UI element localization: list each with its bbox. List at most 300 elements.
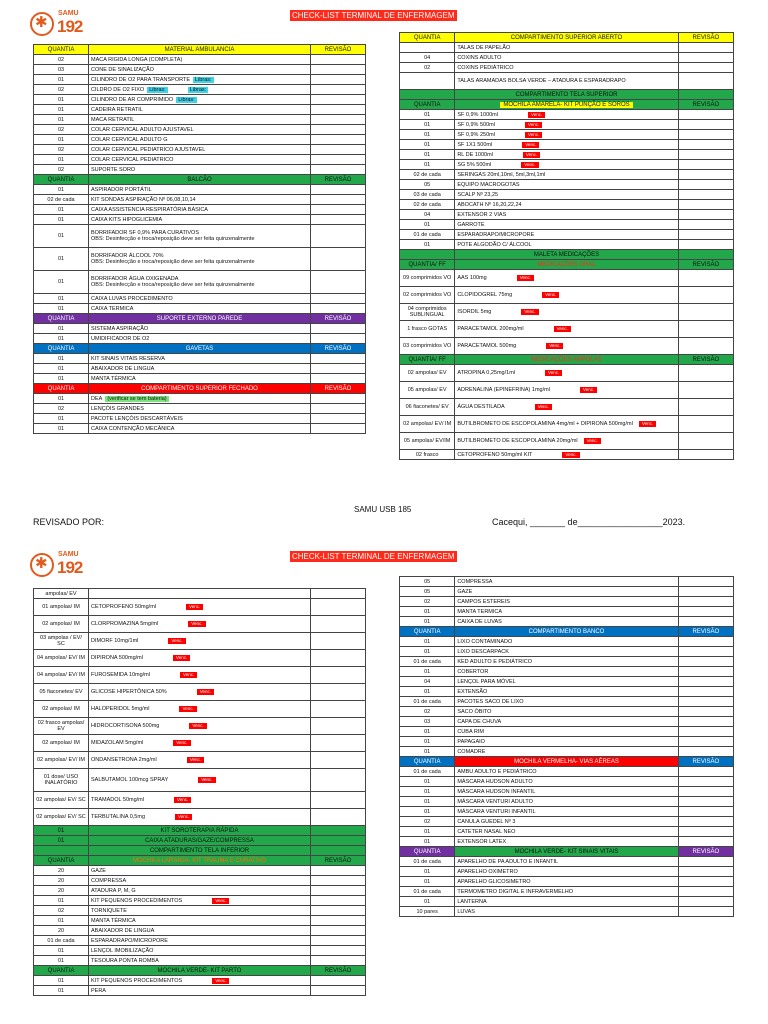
revision-cell[interactable]: [311, 792, 366, 809]
table-row: [34, 75, 366, 85]
material-label: ASPIRADOR PORTÁTIL: [91, 186, 152, 193]
quantity-cell: [400, 250, 455, 260]
revision-cell[interactable]: [678, 647, 733, 657]
material-cell: [89, 115, 311, 125]
material-label: BORRIFADOR SF 0,9% PARA CURATIVOS: [91, 230, 199, 236]
revision-cell[interactable]: [311, 424, 366, 434]
revision-cell[interactable]: [678, 399, 733, 416]
material-cell: [89, 185, 311, 195]
expiry-badge: Venc.: [188, 621, 205, 627]
revision-cell[interactable]: [678, 150, 733, 160]
revision-cell[interactable]: [311, 55, 366, 65]
revision-cell[interactable]: [311, 599, 366, 616]
revision-cell[interactable]: [311, 105, 366, 115]
material-cell: [89, 936, 311, 946]
material-label: SF 1X1 500ml: [457, 141, 493, 148]
expiry-badge: Venc.: [517, 275, 534, 281]
revision-cell[interactable]: [311, 936, 366, 946]
material-cell: [89, 986, 311, 996]
material-cell: [455, 33, 678, 43]
table-row: [400, 43, 734, 53]
quantity-cell: 02 ampolas/ EV/ SC: [34, 809, 89, 826]
expiry-badge: Venc.: [528, 112, 545, 118]
quantity-cell: 01: [34, 155, 89, 165]
revision-cell[interactable]: [678, 220, 733, 230]
material-label: COLAR CERVICAL PEDIATRICO: [91, 156, 174, 163]
revision-cell[interactable]: [311, 248, 366, 271]
revision-cell[interactable]: [678, 287, 733, 304]
table-row: [34, 135, 366, 145]
revision-cell[interactable]: [311, 95, 366, 105]
material-cell: [89, 95, 311, 105]
table-row: [34, 205, 366, 215]
revision-cell[interactable]: [311, 215, 366, 225]
table-row: [400, 907, 734, 917]
quantity-cell: 01: [34, 946, 89, 956]
material-label: CAIXA ATADURAS/GAZE/COMPRESSA: [145, 837, 254, 844]
revision-cell[interactable]: [311, 145, 366, 155]
material-label: GLICOSE HIPERTÔNICA 50%: [91, 689, 167, 695]
table-row: [400, 727, 734, 737]
table-row: [400, 416, 734, 433]
revision-cell: REVISÃO: [311, 384, 366, 394]
material-cell: [455, 657, 678, 667]
material-cell: [89, 792, 311, 809]
revision-cell[interactable]: [311, 946, 366, 956]
revision-cell[interactable]: [678, 365, 733, 382]
revision-cell[interactable]: [678, 577, 733, 587]
revision-cell: REVISÃO: [311, 344, 366, 354]
section-header: [34, 826, 366, 836]
quantity-cell: 01: [34, 374, 89, 384]
expiry-badge: Venc.: [639, 421, 656, 427]
quantity-cell: 01: [34, 916, 89, 926]
quantity-cell: 10 pares: [400, 907, 455, 917]
quantity-cell: 01: [400, 837, 455, 847]
expiry-badge: Venc.: [521, 309, 538, 315]
material-cell: [455, 907, 678, 917]
material-cell: [89, 826, 311, 836]
material-cell: [455, 847, 678, 857]
quantity-cell: 01: [400, 240, 455, 250]
revision-cell[interactable]: [678, 240, 733, 250]
revision-cell[interactable]: [678, 382, 733, 399]
quantity-cell: 04: [400, 53, 455, 63]
material-cell: [455, 787, 678, 797]
material-label: MOCHILA VERDE- KIT SINAIS VITAIS: [512, 849, 622, 855]
material-label: KED ADULTO E PEDIÁTRICO: [457, 658, 533, 665]
material-cell: [89, 650, 311, 667]
expiry-badge: Venc.: [212, 898, 229, 904]
revision-cell[interactable]: [678, 777, 733, 787]
revision-cell[interactable]: [678, 687, 733, 697]
material-cell: [455, 230, 678, 240]
material-cell: [455, 180, 678, 190]
revision-cell[interactable]: [311, 866, 366, 876]
revision-cell[interactable]: [311, 769, 366, 792]
table-row: [34, 752, 366, 769]
quantity-cell: QUANTIA: [34, 966, 89, 976]
material-label: COBERTOR: [457, 668, 489, 675]
revision-cell[interactable]: [311, 926, 366, 936]
material-cell: [455, 737, 678, 747]
revision-cell[interactable]: [678, 170, 733, 180]
quantity-cell: 02 de cada: [400, 170, 455, 180]
table-row: [400, 287, 734, 304]
material-label: SERINGAS 20ml,10ml, 5ml,3ml,1ml: [457, 171, 546, 178]
revision-cell: REVISÃO: [678, 847, 733, 857]
material-label: LUVAS: [457, 908, 475, 915]
quantity-cell: 01: [400, 130, 455, 140]
material-label: TALAS ARAMADAS BOLSA VERDE – ATADURA E ESPARADRAPO: [457, 78, 626, 84]
revision-cell[interactable]: [311, 896, 366, 906]
revision-cell[interactable]: [311, 195, 366, 205]
revision-cell[interactable]: [678, 677, 733, 687]
revision-cell[interactable]: [311, 986, 366, 996]
checklist-table-left: [33, 44, 366, 434]
revision-cell[interactable]: [678, 160, 733, 170]
section-header: [400, 627, 734, 637]
revision-cell[interactable]: [678, 877, 733, 887]
quantity-cell: 01: [34, 324, 89, 334]
quantity-cell: QUANTIA/ FF: [400, 355, 455, 365]
material-cell: [455, 707, 678, 717]
material-cell: [89, 866, 311, 876]
quantity-cell: 02 ampolas/ EV/ IM: [400, 416, 455, 433]
revision-cell[interactable]: [311, 354, 366, 364]
material-cell: [89, 752, 311, 769]
revision-cell[interactable]: [678, 304, 733, 321]
revision-cell[interactable]: [678, 717, 733, 727]
material-label: COLAR CERVICAL PEDIATRICO AJUSTAVEL: [91, 146, 206, 153]
revision-cell[interactable]: [311, 294, 366, 304]
material-cell: [89, 248, 311, 271]
revision-cell[interactable]: [311, 616, 366, 633]
revision-cell[interactable]: [311, 271, 366, 294]
revision-cell[interactable]: [311, 718, 366, 735]
expiry-badge: Venc.: [525, 122, 542, 128]
quantity-cell: QUANTIA: [400, 847, 455, 857]
table-row: [34, 424, 366, 434]
material-cell: [89, 616, 311, 633]
revision-cell[interactable]: [678, 270, 733, 287]
revision-cell[interactable]: [311, 650, 366, 667]
material-label: SALBUTAMOL 100mcg SPRAY: [91, 777, 169, 783]
logo-samu-text: SAMU: [58, 10, 79, 17]
quantity-cell: 01: [400, 777, 455, 787]
material-cell: [89, 225, 311, 248]
table-row: [34, 115, 366, 125]
table-row: [34, 394, 366, 404]
material-cell: [455, 399, 678, 416]
quantity-cell: 02: [34, 165, 89, 175]
material-cell: [455, 200, 678, 210]
revision-cell[interactable]: [678, 787, 733, 797]
unit-label: SAMU USB 185: [354, 505, 412, 514]
revision-cell[interactable]: [311, 364, 366, 374]
revision-cell[interactable]: [311, 155, 366, 165]
revision-cell[interactable]: [678, 416, 733, 433]
revision-cell[interactable]: [678, 807, 733, 817]
revision-cell[interactable]: [311, 205, 366, 215]
quantity-cell: 01: [400, 120, 455, 130]
libras-tag: Libras:: [195, 76, 212, 83]
section-header: [400, 260, 734, 270]
material-cell: [455, 190, 678, 200]
table-row: [34, 866, 366, 876]
quantity-cell: 01 de cada: [400, 857, 455, 867]
quantity-cell: 01: [34, 248, 89, 271]
revision-cell[interactable]: [678, 433, 733, 450]
table-row: [34, 667, 366, 684]
material-cell: [455, 43, 678, 53]
obs-note: OBS: Desinfecção e troca/reposição deve ser feita quinzenalmente: [91, 236, 255, 242]
revision-cell[interactable]: [678, 737, 733, 747]
quantity-cell: [400, 90, 455, 100]
material-cell: [89, 424, 311, 434]
revision-cell[interactable]: [311, 85, 366, 95]
revision-cell[interactable]: [678, 190, 733, 200]
expiry-badge: Venc.: [580, 387, 597, 393]
revision-cell[interactable]: [678, 907, 733, 917]
revision-cell[interactable]: [311, 75, 366, 85]
revision-cell[interactable]: [678, 747, 733, 757]
revision-cell[interactable]: [311, 394, 366, 404]
quantity-cell: 01: [34, 105, 89, 115]
table-row: [34, 896, 366, 906]
material-cell: [455, 817, 678, 827]
samu-logo-page2: [30, 551, 88, 583]
revision-cell[interactable]: [678, 897, 733, 907]
table-row: [400, 270, 734, 287]
revision-cell[interactable]: [678, 338, 733, 355]
revision-cell[interactable]: [311, 752, 366, 769]
material-label: CAMPOS ESTEREIS: [457, 598, 510, 605]
section-header: [34, 344, 366, 354]
revision-cell[interactable]: [311, 876, 366, 886]
expiry-badge: Venc.: [545, 370, 562, 376]
revision-cell[interactable]: [678, 707, 733, 717]
section-header: [34, 314, 366, 324]
revision-cell[interactable]: [678, 63, 733, 73]
material-cell: [455, 250, 678, 260]
revision-cell[interactable]: [678, 130, 733, 140]
quantity-cell: 01: [34, 364, 89, 374]
material-label: COMPARTIMENTO TELA INFERIOR: [149, 847, 250, 854]
revision-cell[interactable]: [311, 976, 366, 986]
table-row: [400, 240, 734, 250]
revision-cell[interactable]: [311, 684, 366, 701]
material-label: SG 5% 500ml: [457, 161, 492, 168]
quantity-cell: 04 comprimidos SUBLINGUAL: [400, 304, 455, 321]
material-label: HALOPERIDOL 5mg/ml: [91, 706, 150, 712]
material-cell: [89, 324, 311, 334]
revision-cell[interactable]: [678, 637, 733, 647]
material-cell: [455, 321, 678, 338]
material-cell: [89, 896, 311, 906]
revision-cell[interactable]: [678, 140, 733, 150]
material-label: MEDICAÇÕES ORAL: [537, 261, 596, 268]
material-cell: [89, 354, 311, 364]
revision-cell[interactable]: [678, 667, 733, 677]
revision-cell[interactable]: [311, 165, 366, 175]
revision-cell[interactable]: [678, 617, 733, 627]
revision-cell[interactable]: [678, 450, 733, 460]
material-cell: [89, 384, 311, 394]
revision-cell[interactable]: [311, 956, 366, 966]
expiry-badge: Venc.: [180, 672, 197, 678]
revision-cell[interactable]: [311, 225, 366, 248]
table-row: [34, 95, 366, 105]
revision-cell[interactable]: [678, 43, 733, 53]
material-label: KIT SONDAS ASPIRAÇÃO Nº 06,08,10,14: [91, 196, 196, 203]
material-label: LIXO CONTAMINADO: [457, 638, 513, 645]
material-label: MOCHILA LARANJA- KIT TRAUMA E CURATIVO: [132, 857, 267, 864]
libras-tag: Libras:: [149, 86, 166, 93]
revision-cell[interactable]: [678, 797, 733, 807]
revision-cell[interactable]: [678, 837, 733, 847]
revision-cell[interactable]: [678, 597, 733, 607]
revisado-por: REVISADO POR:: [33, 517, 105, 527]
material-cell: [89, 294, 311, 304]
quantity-cell: 01: [400, 220, 455, 230]
expiry-badge: Venc.: [174, 797, 191, 803]
material-label: ADRENALINA (EPINEFRINA) 1mg/ml: [457, 387, 550, 393]
table-row: [34, 304, 366, 314]
revision-cell[interactable]: [678, 73, 733, 90]
material-cell: [455, 767, 678, 777]
material-label: CONE DE SINALIZAÇÃO: [91, 66, 154, 73]
revision-cell[interactable]: [678, 827, 733, 837]
material-label: COXINS ADULTO: [457, 54, 502, 61]
material-label: EXTENSOR 2 VIAS: [457, 211, 507, 218]
revision-cell[interactable]: [311, 324, 366, 334]
revision-cell[interactable]: [311, 414, 366, 424]
revision-cell[interactable]: [678, 767, 733, 777]
table-row: [34, 145, 366, 155]
revision-cell[interactable]: [678, 180, 733, 190]
table-row: [34, 735, 366, 752]
table-row: [34, 916, 366, 926]
revision-cell[interactable]: [678, 857, 733, 867]
revision-cell[interactable]: [311, 185, 366, 195]
revision-cell[interactable]: [311, 404, 366, 414]
revision-cell[interactable]: [311, 633, 366, 650]
revision-cell[interactable]: [311, 304, 366, 314]
material-label: PAPAGAIO: [457, 738, 485, 745]
material-cell: [89, 314, 311, 324]
revision-cell[interactable]: [311, 115, 366, 125]
revision-cell[interactable]: [678, 53, 733, 63]
revision-cell[interactable]: [678, 817, 733, 827]
material-label: CAIXA ASSISTENCIA RESPIRATÓRIA BÁSICA: [91, 206, 208, 213]
quantity-cell: 05 ampolas/ EV/IM: [400, 433, 455, 450]
revision-cell[interactable]: [311, 735, 366, 752]
revision-cell[interactable]: [678, 867, 733, 877]
quantity-cell: 01: [400, 150, 455, 160]
material-label: SF 0,9% 500ml: [457, 121, 495, 128]
revision-cell[interactable]: [678, 657, 733, 667]
table-row: [34, 650, 366, 667]
table-row: [34, 589, 366, 599]
revision-cell: [311, 836, 366, 846]
revision-cell[interactable]: [311, 374, 366, 384]
quantity-cell: QUANTIA: [34, 384, 89, 394]
revision-cell[interactable]: [678, 607, 733, 617]
material-label: MALETA MEDICAÇÕES: [533, 251, 600, 258]
revision-cell[interactable]: [311, 886, 366, 896]
revision-cell[interactable]: [678, 230, 733, 240]
revision-cell[interactable]: [678, 697, 733, 707]
revision-cell[interactable]: [311, 809, 366, 826]
material-label: COMADRE: [457, 748, 486, 755]
material-label: BALCÃO: [187, 176, 212, 183]
revision-cell[interactable]: [311, 701, 366, 718]
material-label: APARELHO DE PA ADULTO E INFANTIL: [457, 858, 559, 865]
revision-cell[interactable]: [311, 589, 366, 599]
material-label: CILDRO DE O2 FIXO: [91, 86, 145, 93]
revision-cell[interactable]: [678, 587, 733, 597]
material-label: CAPA DE CHUVA: [457, 718, 502, 725]
material-cell: [89, 966, 311, 976]
table-row: [400, 230, 734, 240]
revision-cell[interactable]: [311, 65, 366, 75]
revision-cell[interactable]: [678, 887, 733, 897]
quantity-cell: QUANTIA: [400, 33, 455, 43]
quantity-cell: 01: [34, 135, 89, 145]
table-row: [400, 747, 734, 757]
revision-cell[interactable]: [678, 210, 733, 220]
quantity-cell: 01: [400, 737, 455, 747]
revision-cell: REVISÃO: [311, 175, 366, 185]
checklist-table-left-page2: [33, 588, 366, 996]
material-label: DIPIRONA 500mg/ml: [91, 655, 143, 661]
table-row: [400, 180, 734, 190]
material-cell: [89, 145, 311, 155]
material-cell: [89, 916, 311, 926]
quantity-cell: 01: [400, 687, 455, 697]
revision-cell[interactable]: [311, 916, 366, 926]
material-cell: [455, 416, 678, 433]
revision-cell[interactable]: [678, 200, 733, 210]
revision-cell[interactable]: [678, 120, 733, 130]
material-cell: [89, 175, 311, 185]
quantity-cell: 01: [34, 976, 89, 986]
table-row: [34, 809, 366, 826]
table-row: [400, 73, 734, 90]
quantity-cell: 05: [400, 577, 455, 587]
revision-cell[interactable]: [311, 135, 366, 145]
revision-cell[interactable]: [678, 727, 733, 737]
revision-cell[interactable]: [678, 321, 733, 338]
table-row: [400, 200, 734, 210]
table-row: [400, 210, 734, 220]
revision-cell[interactable]: [311, 334, 366, 344]
revision-cell[interactable]: [311, 906, 366, 916]
material-label: SF 0,9% 250ml: [457, 131, 495, 138]
logo-number: 192: [57, 558, 83, 577]
material-cell: [455, 577, 678, 587]
revision-cell[interactable]: [311, 125, 366, 135]
material-label: MÁSCARA VENTURI ADULTO: [457, 798, 533, 805]
revision-cell[interactable]: [311, 667, 366, 684]
revision-cell[interactable]: [678, 110, 733, 120]
material-cell: [89, 836, 311, 846]
quantity-cell: 05 fiaconetes/ EV: [34, 684, 89, 701]
table-row: [400, 707, 734, 717]
page-title: CHECK-LIST TERMINAL DE ENFERMAGEM: [292, 11, 455, 20]
material-cell: [455, 240, 678, 250]
